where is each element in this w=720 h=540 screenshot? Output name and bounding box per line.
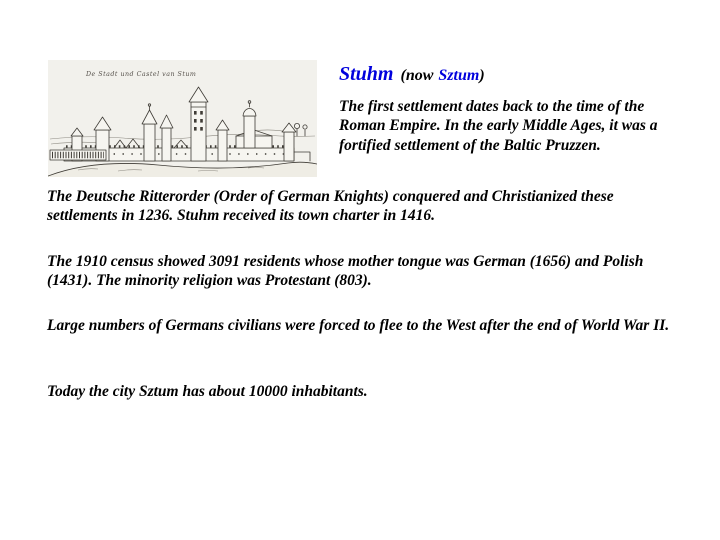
engraving-drawing bbox=[48, 60, 317, 177]
page-title bbox=[339, 62, 485, 88]
title-now-prefix: (now bbox=[400, 67, 434, 84]
sztum-link[interactable]: Sztum bbox=[438, 67, 480, 84]
intro-paragraph: The first settlement dates back to the time of the Roman Empire. In the early Middle Ages, it was a fortified settlement of the Baltic Pruzzen. bbox=[339, 98, 658, 154]
paragraph-census: The 1910 census showed 3091 residents whose mother tongue was German (1656) and Polish (1431). The minority religion was Protestant (803). bbox=[47, 253, 644, 290]
paragraph-history: The Deutsche Ritterorder (Order of German Knights) conquered and Christianized these settlements in 1236. Stuhm received its town charter in 1416. bbox=[47, 188, 614, 225]
paragraph-today: Today the city Sztum has about 10000 inhabitants. bbox=[47, 383, 368, 400]
title-now-suffix: ) bbox=[479, 67, 485, 84]
palisade-fence bbox=[50, 150, 106, 160]
town-engraving-image bbox=[48, 60, 317, 177]
title-town-name: Stuhm bbox=[339, 63, 394, 85]
paragraph-flight: Large numbers of Germans civilians were forced to flee to the West after the end of World War II. bbox=[47, 317, 670, 334]
engraving-caption: De Stadt und Castel van Stum bbox=[86, 71, 197, 78]
